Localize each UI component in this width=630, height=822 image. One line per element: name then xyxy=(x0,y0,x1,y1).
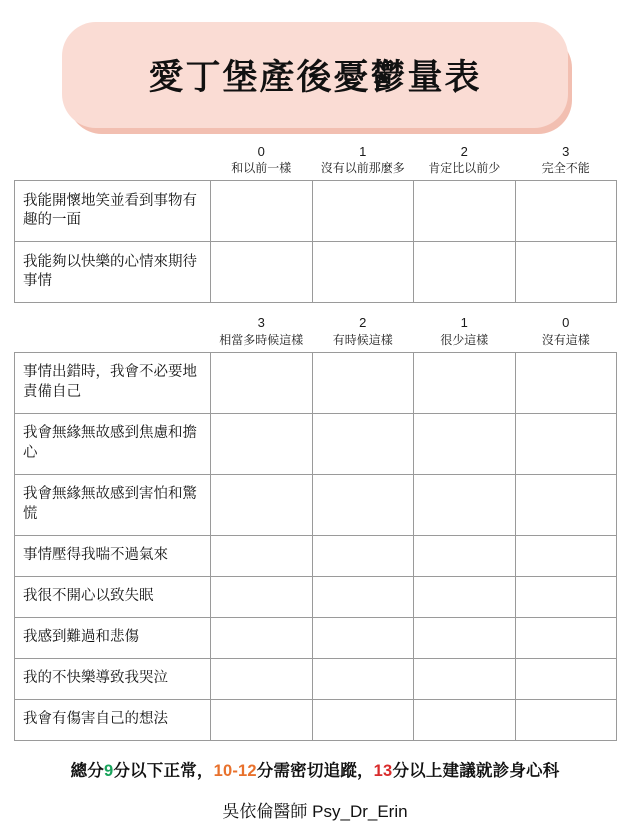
option-header-1-2 xyxy=(414,144,516,181)
answer-cell[interactable] xyxy=(211,352,313,413)
option-header-1-0 xyxy=(211,144,313,181)
option-label: 有時候這樣 xyxy=(332,332,393,347)
answer-cell[interactable] xyxy=(414,576,516,617)
answer-cell[interactable] xyxy=(211,535,313,576)
answer-cell[interactable] xyxy=(515,413,617,474)
option-header-1-1 xyxy=(312,144,414,181)
scale-section-1 xyxy=(14,144,616,303)
answer-cell[interactable] xyxy=(312,658,414,699)
answer-cell[interactable] xyxy=(414,535,516,576)
question-row xyxy=(15,699,617,740)
question-label: 我會無緣無故感到害怕和驚慌 xyxy=(15,474,211,535)
answer-cell[interactable] xyxy=(515,352,617,413)
score-refer: 13 xyxy=(373,761,393,780)
option-number: 1 xyxy=(460,315,468,331)
answer-cell[interactable] xyxy=(312,181,414,242)
question-row xyxy=(15,658,617,699)
option-number: 2 xyxy=(359,315,367,331)
question-label: 我會無緣無故感到焦慮和擔心 xyxy=(15,413,211,474)
option-header-2-0 xyxy=(211,315,313,352)
option-label: 很少這樣 xyxy=(440,332,489,347)
score-interpretation xyxy=(0,757,630,781)
option-label: 相當多時候這樣 xyxy=(219,332,304,347)
option-number: 0 xyxy=(562,315,570,331)
option-label: 沒有這樣 xyxy=(541,332,590,347)
question-label: 我會有傷害自己的想法 xyxy=(15,699,211,740)
answer-cell[interactable] xyxy=(211,658,313,699)
option-label: 和以前一樣 xyxy=(231,161,292,176)
question-row xyxy=(15,352,617,413)
answer-cell[interactable] xyxy=(211,474,313,535)
answer-cell[interactable] xyxy=(211,242,313,303)
question-row xyxy=(15,474,617,535)
title-banner xyxy=(62,22,568,128)
answer-cell[interactable] xyxy=(211,617,313,658)
answer-cell[interactable] xyxy=(312,413,414,474)
answer-cell[interactable] xyxy=(414,242,516,303)
summary-suffix: 分以上建議就診身心科 xyxy=(392,761,560,780)
option-number: 2 xyxy=(460,144,468,159)
answer-cell[interactable] xyxy=(515,242,617,303)
answer-cell[interactable] xyxy=(211,699,313,740)
answer-cell[interactable] xyxy=(414,413,516,474)
answer-cell[interactable] xyxy=(211,576,313,617)
question-row xyxy=(15,576,617,617)
header-spacer xyxy=(15,144,211,181)
answer-cell[interactable] xyxy=(414,658,516,699)
answer-cell[interactable] xyxy=(515,181,617,242)
option-label: 沒有以前那麼多 xyxy=(320,161,405,176)
question-label: 事情出錯時，我會不必要地責備自己 xyxy=(15,352,211,413)
answer-cell[interactable] xyxy=(211,181,313,242)
question-label: 我能夠以快樂的心情來期待事情 xyxy=(15,242,211,303)
header-spacer xyxy=(15,315,211,352)
title-banner-card xyxy=(62,22,568,128)
answer-cell[interactable] xyxy=(515,699,617,740)
scale-section-2 xyxy=(14,315,616,740)
answer-cell[interactable] xyxy=(312,352,414,413)
scale-table-2 xyxy=(14,315,617,740)
page-title: 愛丁堡產後憂鬱量表 xyxy=(148,58,482,97)
question-label: 我能開懷地笑並看到事物有趣的一面 xyxy=(15,181,211,242)
summary-prefix: 總分 xyxy=(70,761,104,780)
question-row xyxy=(15,535,617,576)
footer xyxy=(0,757,630,822)
question-row xyxy=(15,242,617,303)
score-normal: 9 xyxy=(103,761,114,780)
option-number: 3 xyxy=(257,315,265,331)
answer-cell[interactable] xyxy=(312,242,414,303)
answer-cell[interactable] xyxy=(312,576,414,617)
option-header-2-2 xyxy=(414,315,516,352)
answer-cell[interactable] xyxy=(312,535,414,576)
summary-mid-2: 分需密切追蹤， xyxy=(256,761,374,780)
answer-cell[interactable] xyxy=(312,617,414,658)
question-label: 我很不開心以致失眠 xyxy=(15,576,211,617)
question-row xyxy=(15,181,617,242)
author-credit: 吳依倫醫師 Psy_Dr_Erin xyxy=(222,801,408,821)
question-row xyxy=(15,617,617,658)
answer-cell[interactable] xyxy=(312,699,414,740)
option-header-2-1 xyxy=(312,315,414,352)
question-label: 我的不快樂導致我哭泣 xyxy=(15,658,211,699)
option-header-row-1 xyxy=(15,144,617,181)
option-number: 3 xyxy=(562,144,570,159)
option-header-2-3 xyxy=(515,315,617,352)
answer-cell[interactable] xyxy=(211,413,313,474)
answer-cell[interactable] xyxy=(414,699,516,740)
answer-cell[interactable] xyxy=(312,474,414,535)
answer-cell[interactable] xyxy=(515,576,617,617)
option-label: 肯定比以前少 xyxy=(428,161,501,176)
answer-cell[interactable] xyxy=(414,181,516,242)
option-number: 1 xyxy=(359,144,367,159)
score-watch: 10-12 xyxy=(213,761,257,780)
question-row xyxy=(15,413,617,474)
answer-cell[interactable] xyxy=(515,535,617,576)
option-number: 0 xyxy=(257,144,265,159)
summary-mid-1: 分以下正常， xyxy=(113,761,214,780)
answer-cell[interactable] xyxy=(515,474,617,535)
answer-cell[interactable] xyxy=(515,658,617,699)
option-header-1-3 xyxy=(515,144,617,181)
answer-cell[interactable] xyxy=(414,617,516,658)
answer-cell[interactable] xyxy=(414,352,516,413)
question-label: 事情壓得我喘不過氣來 xyxy=(15,535,211,576)
scale-table-1 xyxy=(14,144,617,303)
answer-cell[interactable] xyxy=(414,474,516,535)
option-header-row-2 xyxy=(15,315,617,352)
answer-cell[interactable] xyxy=(515,617,617,658)
option-label: 完全不能 xyxy=(541,161,590,176)
question-label: 我感到難過和悲傷 xyxy=(15,617,211,658)
